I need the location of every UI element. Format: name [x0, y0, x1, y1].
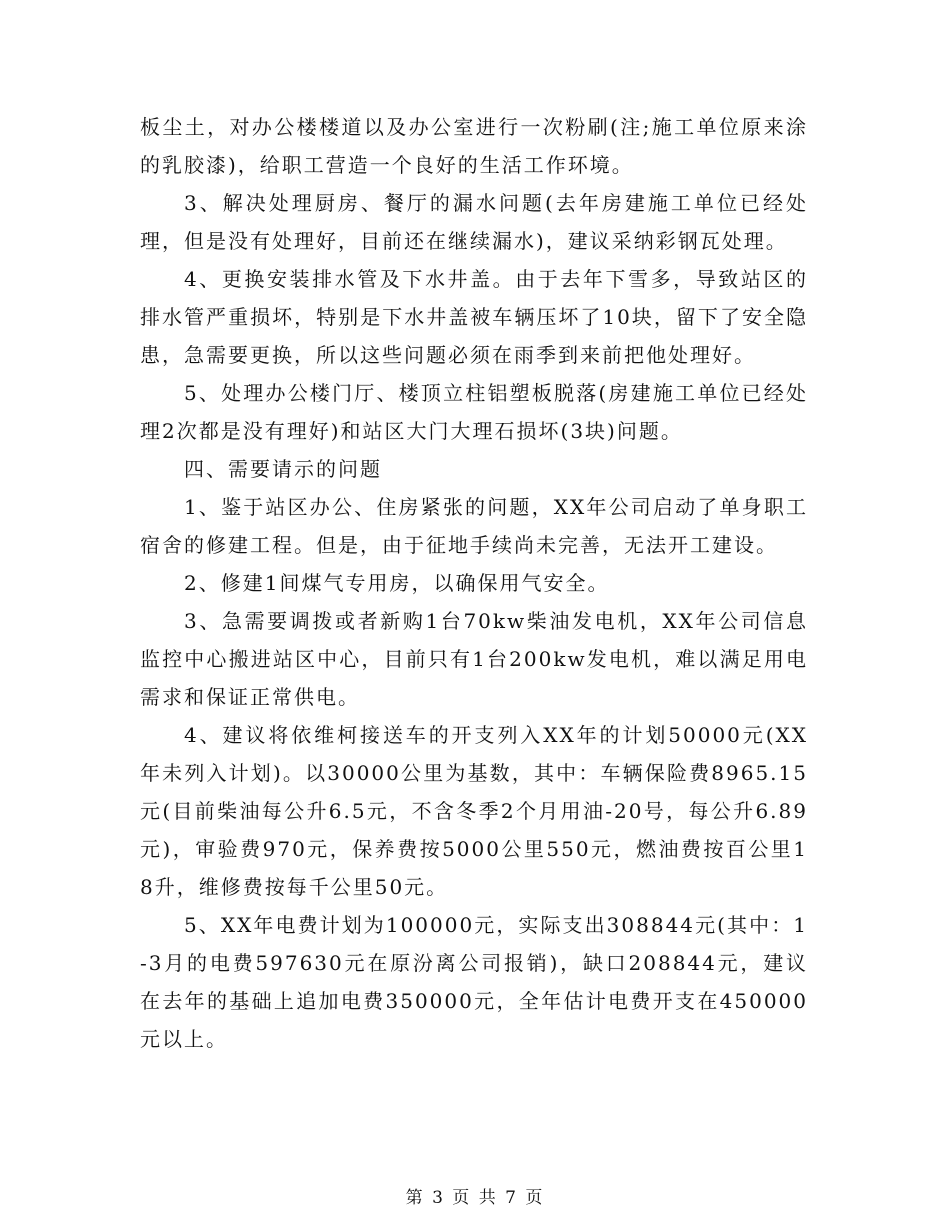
section-heading: 四、需要请示的问题: [184, 457, 382, 481]
document-body: [140, 108, 808, 1058]
page-number-footer: 第 3 页 共 7 页: [405, 1188, 545, 1208]
paragraph-1: 板尘土，对办公楼楼道以及办公室进行一次粉刷(注;施工单位原来涂的乳胶漆)，给职工营造一个良好的生活工作环境。: [140, 115, 808, 177]
paragraph-4: 5、处理办公楼门厅、楼顶立柱铝塑板脱落(房建施工单位已经处理2次都是没有理好)和站区大门大理石损坏(3块)问题。: [140, 381, 808, 443]
paragraph-3: 4、更换安装排水管及下水井盖。由于去年下雪多，导致站区的排水管严重损坏，特别是下水井盖被车辆压坏了10块，留下了安全隐患，急需要更换，所以这些问题必须在雨季到来前把他处理好。: [140, 267, 808, 367]
paragraph-9: 4、建议将依维柯接送车的开支列入XX年的计划50000元(XX年未列入计划)。以30000公里为基数，其中：车辆保险费8965.15元(目前柴油每公升6.5元，不含冬季2个月用油-20号，每公升6.89元)，审验费970元，保养费按5000公里550元，燃油费按百公里18升，维修费按每千公里50元。: [140, 723, 808, 899]
paragraph-6: 1、鉴于站区办公、住房紧张的问题，XX年公司启动了单身职工宿舍的修建工程。但是，由于征地手续尚未完善，无法开工建设。: [140, 495, 808, 557]
paragraph-2: 3、解决处理厨房、餐厅的漏水问题(去年房建施工单位已经处理，但是没有处理好，目前还在继续漏水)，建议采纳彩钢瓦处理。: [140, 191, 808, 253]
paragraph-7: 2、修建1间煤气专用房，以确保用气安全。: [184, 571, 610, 595]
paragraph-10: 5、XX年电费计划为100000元，实际支出308844元(其中：1-3月的电费597630元在原汾离公司报销)，缺口208844元，建议在去年的基础上追加电费350000元，全年估计电费开支在450000元以上。: [140, 913, 808, 1051]
paragraph-8: 3、急需要调拨或者新购1台70kw柴油发电机，XX年公司信息监控中心搬进站区中心，目前只有1台200kw发电机，难以满足用电需求和保证正常供电。: [140, 609, 808, 709]
